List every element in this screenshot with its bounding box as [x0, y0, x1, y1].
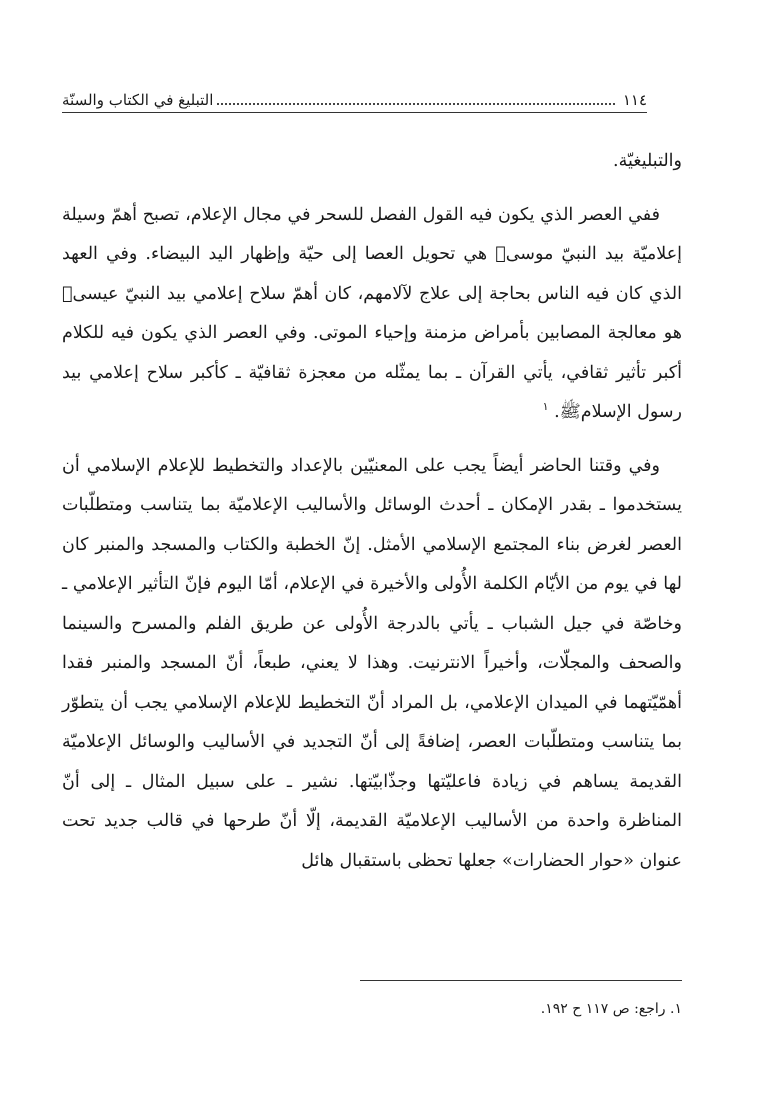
footnote	[62, 998, 682, 1020]
header-rule	[62, 112, 647, 113]
running-header	[62, 86, 647, 110]
paragraph-modern-media	[62, 447, 682, 882]
paragraph-miracles	[62, 196, 682, 433]
paragraph-continuation	[62, 142, 682, 182]
paragraph-text: وفي وقتنا الحاضر أيضاً يجب على المعنيّين بالإعداد والتخطيط للإعلام الإسلامي أن يستخدموا ـ بقدر الإمكان ـ أحدث الوسائل والأساليب الإعلاميّة بما يتناسب ومتطلّبات العصر لغرض بناء المجتمع الإسلامي الأمثل. إنّ الخطبة والكتاب والمسجد والمنبر كان لها في يوم من الأيّام الكلمة الأُولى والأخيرة في الإعلام، أمّا اليوم فإنّ التأثير الإعلامي ـ وخاصّة في جيل الشباب ـ يأتي بالدرجة الأُولى عن طريق الفلم والمسرح والسينما والصحف والمجلّات، وأخيراً الانترنيت. وهذا لا يعني، طبعاً، أنّ المسجد والمنبر فقدا أهمّيّتهما في الميدان الإعلامي، بل المراد أنّ التخطيط للإعلام الإسلامي يجب أن يتطوّر بما يتناسب ومتطلّبات العصر، إضافةً إلى أنّ التجديد في الأساليب والوسائل الإعلاميّة القديمة يساهم في زيادة فاعليّتها وجذّابيّتها. نشير ـ على سبيل المثال ـ إلى أنّ المناظرة واحدة من الأساليب الإعلاميّة القديمة، إلّا أنّ طرحها في قالب جديد تحت عنوان «حوار الحضارات» جعلها تحظى باستقبال هائل	[62, 455, 682, 871]
paragraph-text: والتبليغيّة.	[613, 151, 682, 171]
body-text	[62, 142, 682, 881]
footnote-reference[interactable]: ١	[542, 400, 549, 414]
page-number: ١١٤	[622, 91, 647, 109]
running-title: التبليغ في الكتاب والسنّة	[62, 91, 214, 109]
footnote-rule	[360, 980, 682, 981]
footnote-text: ١. راجع: ص ١١٧ ح ١٩٢.	[540, 1001, 682, 1017]
leader-dots	[217, 103, 614, 105]
paragraph-text: ففي العصر الذي يكون فيه القول الفصل للسحر في مجال الإعلام، تصبح أهمّ وسيلة إعلاميّة بيد النبيّ موسى﷣ هي تحويل العصا إلى حيّة وإظهار اليد البيضاء. وفي العهد الذي كان فيه الناس بحاجة إلى علاج لآلامهم، كان أهمّ سلاح إعلامي بيد النبيّ عيسى﷣ هو معالجة المصابين بأمراض مزمنة وإحياء الموتى. وفي العصر الذي يكون فيه للكلام أكبر تأثير ثقافي، يأتي القرآن ـ بما يمثّله من معجزة ثقافيّة ـ كأكبر سلاح إعلامي بيد رسول الإسلامﷺ.	[62, 204, 682, 422]
